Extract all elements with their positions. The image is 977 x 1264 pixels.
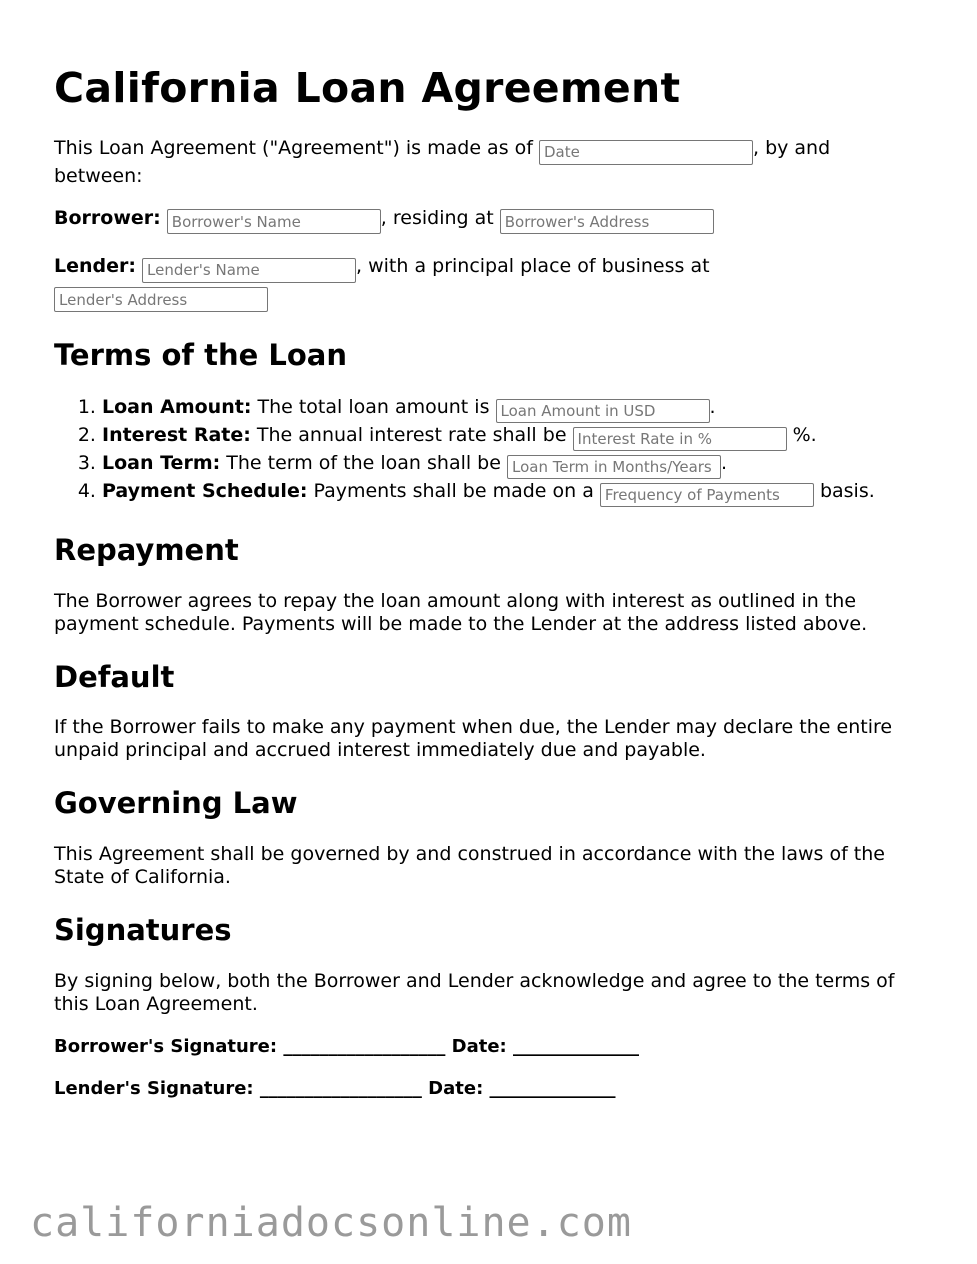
- terms-heading: Terms of the Loan: [54, 338, 348, 373]
- interest-rate-input[interactable]: [573, 427, 787, 451]
- term-text: The annual interest rate shall be: [250, 423, 573, 446]
- term-label: Loan Amount:: [102, 395, 252, 418]
- borrower-mid-text: , residing at: [380, 206, 500, 229]
- borrower-name-input[interactable]: [167, 209, 381, 234]
- lender-label: Lender:: [54, 255, 136, 278]
- borrower-paragraph: [54, 207, 914, 235]
- term-suffix: %.: [786, 423, 817, 446]
- borrower-signature-line: Borrower's Signature: __________________ Date: ______________: [54, 1036, 639, 1058]
- term-item-loan-amount: [102, 395, 914, 423]
- lender-signature-line: Lender's Signature: __________________ Date: ______________: [54, 1078, 616, 1100]
- borrower-address-input[interactable]: [500, 209, 714, 234]
- term-text: The term of the loan shall be: [220, 451, 507, 474]
- watermark: californiadocsonline.com: [30, 1200, 632, 1246]
- governing-law-text: This Agreement shall be governed by and construed in accordance with the laws of the State of California.: [54, 843, 885, 889]
- repayment-heading: Repayment: [54, 532, 239, 567]
- term-text: The total loan amount is: [251, 395, 496, 418]
- lender-mid-text: , with a principal place of business at: [356, 255, 710, 278]
- signatures-text: By signing below, both the Borrower and Lender acknowledge and agree to the terms of this Loan Agreement.: [54, 970, 895, 1016]
- governing-law-heading: Governing Law: [54, 786, 298, 821]
- term-suffix: .: [720, 451, 728, 474]
- agreement-date-input[interactable]: [539, 140, 753, 165]
- term-item-loan-term: [102, 451, 914, 479]
- term-label: Payment Schedule:: [102, 479, 308, 502]
- term-text: Payments shall be made on a: [307, 479, 600, 502]
- intro-paragraph: [54, 137, 914, 188]
- document: [54, 66, 914, 1100]
- intro-text-before: This Loan Agreement ("Agreement") is made as of: [54, 137, 539, 160]
- loan-term-input[interactable]: [507, 455, 721, 479]
- term-item-interest-rate: [102, 423, 914, 451]
- term-suffix: basis.: [813, 479, 875, 502]
- signatures-heading: Signatures: [54, 913, 232, 948]
- loan-amount-input[interactable]: [496, 399, 710, 423]
- repayment-text: The Borrower agrees to repay the loan amount along with interest as outlined in the payment schedule. Payments will be made to the Lender at the address listed above.: [54, 589, 868, 635]
- terms-list: [54, 395, 914, 507]
- lender-address-input[interactable]: [54, 287, 268, 312]
- intro-text-after: , by and between:: [54, 137, 831, 187]
- term-item-payment-schedule: [102, 479, 914, 507]
- borrower-label: Borrower:: [54, 206, 161, 229]
- term-label: Loan Term:: [102, 451, 221, 474]
- lender-paragraph: [54, 253, 914, 312]
- default-text: If the Borrower fails to make any payment when due, the Lender may declare the entire unpaid principal and accrued interest immediately due and payable.: [54, 716, 893, 762]
- lender-name-input[interactable]: [142, 258, 356, 283]
- term-label: Interest Rate:: [102, 423, 251, 446]
- term-suffix: .: [709, 395, 716, 418]
- payment-frequency-input[interactable]: [600, 483, 814, 507]
- default-heading: Default: [54, 659, 175, 694]
- document-title: California Loan Agreement: [54, 64, 681, 112]
